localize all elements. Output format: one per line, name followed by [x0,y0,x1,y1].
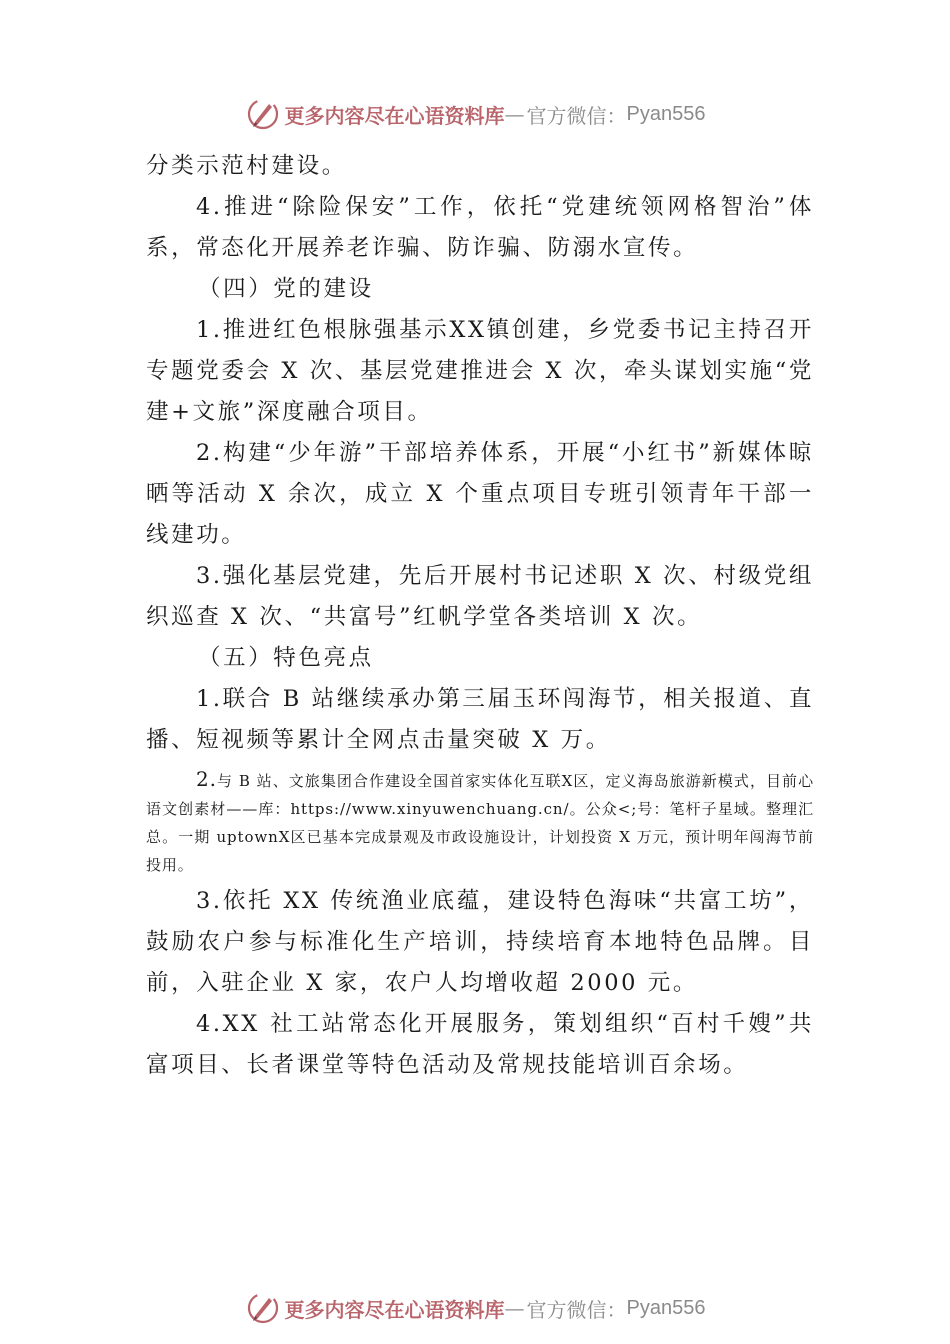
paragraph-number: 2. [196,767,217,791]
banner-separator: — [504,102,525,126]
paragraph-highlight-3: 3.依托 XX 传统渔业底蕴，建设特色海味“共富工坊”，鼓励农户参与标准化生产培训，持续培育本地特色品牌。目前，入驻企业 X 家，农户人均增收超 2000 元。 [146,888,814,996]
footer-banner [0,1286,950,1330]
quill-pen-logo-icon [245,96,281,132]
banner-label: 官方微信： [526,103,627,128]
wechat-id: Pyan556 [626,1296,706,1319]
section-heading-5: （五）特色亮点 [198,645,374,671]
paragraph-highlight-4: 4.XX 社工站常态化开展服务，策划组织“百村千嫂”共富项目、长者课堂等特色活动及常规技能培训百余场。 [146,1011,814,1078]
document-body [146,146,814,1086]
quill-pen-logo-icon [245,1290,281,1326]
banner-label: 官方微信： [526,1297,627,1322]
wechat-id: Pyan556 [626,102,706,125]
paragraph-party-2: 2.构建“少年游”干部培养体系，开展“小红书”新媒体晾晒等活动 X 余次，成立 X 个重点项目专班引领青年干部一线建功。 [146,440,814,548]
paragraph-party-1: 1.推进红色根脉强基示XX镇创建，乡党委书记主持召开专题党委会 X 次、基层党建推进会 X 次，牵头谋划实施“党建+文旅”深度融合项目。 [146,317,814,425]
header-banner [0,92,950,136]
paragraph-continuation: 分类示范村建设。 [146,153,347,179]
section-heading-4: （四）党的建设 [198,276,374,302]
banner-text: 更多内容尽在心语资料库 [284,103,505,128]
banner-text: 更多内容尽在心语资料库 [284,1297,505,1322]
banner-separator: — [504,1296,525,1320]
paragraph-party-3: 3.强化基层党建，先后开展村书记述职 X 次、村级党组织巡查 X 次、“共富号”红帆学堂各类培训 X 次。 [146,563,814,630]
paragraph-item-4: 4.推进“除险保安”工作，依托“党建统领网格智治”体系，常态化开展养老诈骗、防诈骗、防溺水宣传。 [146,194,814,261]
paragraph-highlight-1: 1.联合 B 站继续承办第三届玉环闯海节，相关报道、直播、短视频等累计全网点击量突破 X 万。 [146,686,814,753]
paragraph-text: 与 B 站、文旅集团合作建设全国首家实体化互联X区，定义海岛旅游新模式，目前心语文创素材——库：https://www.xinyuwenchuang.cn/。公众<;号：笔杆子星域。整理汇总。一期 uptownX区已基本完成景观及市政设施设计，计划投资 X 万元，预计明年闯海节前投用。 [146,772,814,874]
paragraph-highlight-2 [146,765,814,879]
